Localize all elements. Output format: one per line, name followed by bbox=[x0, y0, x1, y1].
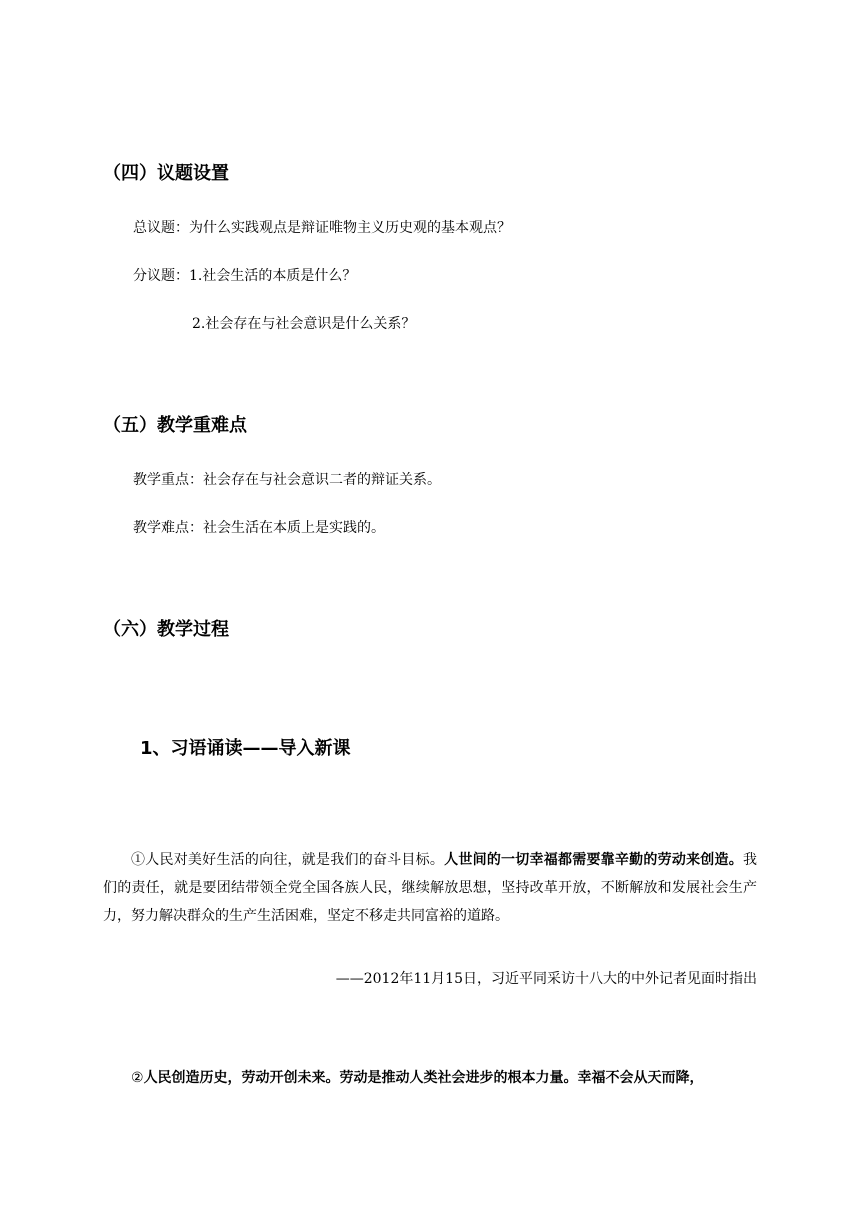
quote-2-paragraph bbox=[103, 1064, 757, 1092]
quote-1-source: ——2012年11月15日，习近平同采访十八大的中外记者见面时指出 bbox=[335, 971, 757, 987]
sub-issue-2-text: 2.社会存在与社会意识是什么关系？ bbox=[192, 316, 416, 332]
difficult-point-text: 教学难点：社会生活在本质上是实践的。 bbox=[133, 520, 385, 536]
step-1-heading: 1、习语诵读——导入新课 bbox=[140, 738, 351, 759]
section-heading-key-difficult-points: （五）教学重难点 bbox=[103, 415, 247, 436]
section-heading-issue-setting: （四）议题设置 bbox=[103, 163, 229, 184]
quote-1-bold-text: 人世间的一切幸福都需要靠辛勤的劳动来创造。 bbox=[444, 852, 744, 868]
quote-2-bold-text: 人民创造历史，劳动开创未来。劳动是推动人类社会进步的根本力量。幸福不会从天而降， bbox=[143, 1070, 704, 1086]
quote-1-part-1: ①人民对美好生活的向往，就是我们的奋斗目标。 bbox=[131, 852, 445, 868]
main-issue-text: 总议题：为什么实践观点是辩证唯物主义历史观的基本观点？ bbox=[133, 220, 511, 236]
section-heading-teaching-process: （六）教学过程 bbox=[103, 619, 229, 640]
quote-2-part-1: ② bbox=[131, 1070, 144, 1086]
key-point-text: 教学重点：社会存在与社会意识二者的辩证关系。 bbox=[133, 472, 441, 488]
quote-1-part-3: 我们的责任，就是要团结带领全党全国各族人民，继续解放思想，坚持改革开放，不断解放和发展社会生产力，努力解决群众的生产生活困难，坚定不移走共同富裕的道路。 bbox=[103, 852, 758, 924]
sub-issue-1-text: 分议题：1.社会生活的本质是什么？ bbox=[133, 268, 357, 284]
quote-1-paragraph bbox=[103, 846, 757, 930]
